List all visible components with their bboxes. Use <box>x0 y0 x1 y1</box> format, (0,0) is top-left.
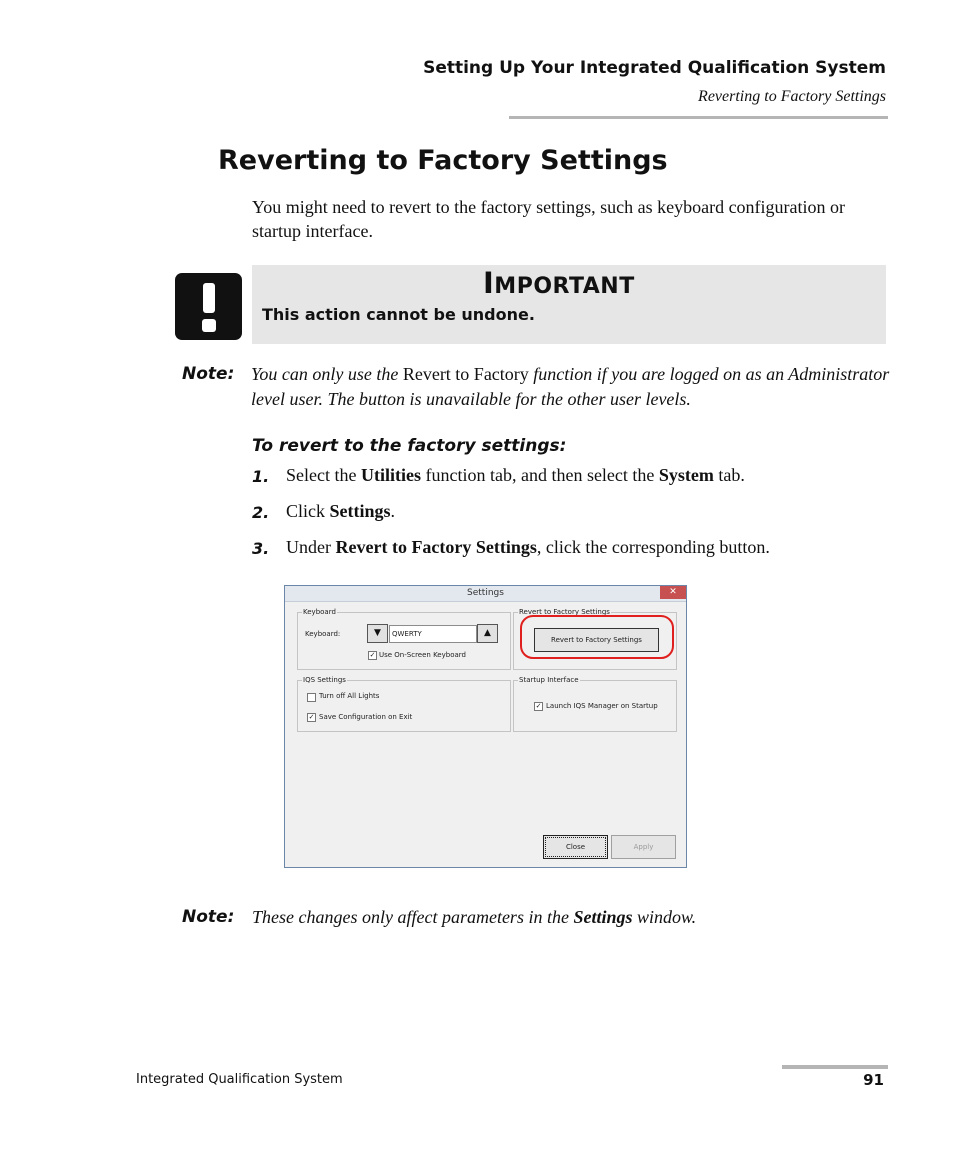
keyboard-up-button[interactable]: ▲ <box>477 624 498 643</box>
startup-group-label: Startup Interface <box>519 676 579 684</box>
page-number: 91 <box>863 1071 884 1089</box>
launch-checkbox[interactable]: ✓ <box>535 702 542 710</box>
launch-label: Launch IQS Manager on Startup <box>546 702 658 710</box>
iqs-settings-group-label: IQS Settings <box>303 676 346 684</box>
save-config-label: Save Configuration on Exit <box>319 713 413 721</box>
note-text: You can only use the Revert to Factory function if you are logged on as an Administrator level user. The button is unavailable for the other user levels. <box>251 364 890 409</box>
footer-title: Integrated Qualification System <box>136 1072 343 1087</box>
lights-label: Turn off All Lights <box>319 692 380 700</box>
revert-to-factory-button[interactable]: Revert to Factory Settings <box>534 628 659 652</box>
step-number: 2. <box>252 503 270 522</box>
important-text: This action cannot be undone. <box>262 305 535 324</box>
step-text: Under Revert to Factory Settings, click the corresponding button. <box>286 537 770 557</box>
keyboard-group-label: Keyboard <box>303 608 336 616</box>
dialog-title: Settings <box>285 586 686 602</box>
save-config-checkbox[interactable]: ✓ <box>308 713 315 721</box>
note-label: Note: <box>182 907 235 927</box>
step-number: 3. <box>252 539 270 558</box>
revert-group-label: Revert to Factory Settings <box>519 608 610 616</box>
section-title: Reverting to Factory Settings <box>218 145 668 176</box>
keyboard-down-button[interactable]: ▼ <box>367 624 388 643</box>
keyboard-layout-field[interactable]: QWERTY <box>389 625 477 643</box>
iqs-settings-group <box>297 680 511 732</box>
footer-rule <box>782 1065 888 1069</box>
header-rule <box>509 116 888 119</box>
procedure-title: To revert to the factory settings: <box>252 436 567 456</box>
settings-dialog <box>284 585 687 868</box>
running-header-subtitle: Reverting to Factory Settings <box>698 88 886 105</box>
onscreen-keyboard-checkbox[interactable]: ✓ <box>369 651 376 659</box>
step-text: Click Settings. <box>286 501 396 521</box>
exclamation-icon <box>175 273 242 340</box>
close-button[interactable]: Close <box>543 835 608 859</box>
highlight-circle <box>520 615 674 659</box>
lights-checkbox[interactable] <box>307 693 316 702</box>
apply-button[interactable]: Apply <box>611 835 676 859</box>
step-text: Select the Utilities function tab, and then select the System tab. <box>286 465 745 485</box>
close-icon[interactable]: ✕ <box>660 586 686 599</box>
keyboard-label: Keyboard: <box>305 630 341 638</box>
running-header-title: Setting Up Your Integrated Qualification System <box>423 58 886 78</box>
intro-paragraph: You might need to revert to the factory settings, such as keyboard configuration or startup interface. <box>252 197 846 241</box>
important-title: IMPORTANT <box>483 266 635 300</box>
note-label: Note: <box>182 364 235 384</box>
step-number: 1. <box>252 467 270 486</box>
note-text: These changes only affect parameters in the Settings window. <box>252 907 697 927</box>
onscreen-keyboard-label: Use On-Screen Keyboard <box>379 651 466 659</box>
